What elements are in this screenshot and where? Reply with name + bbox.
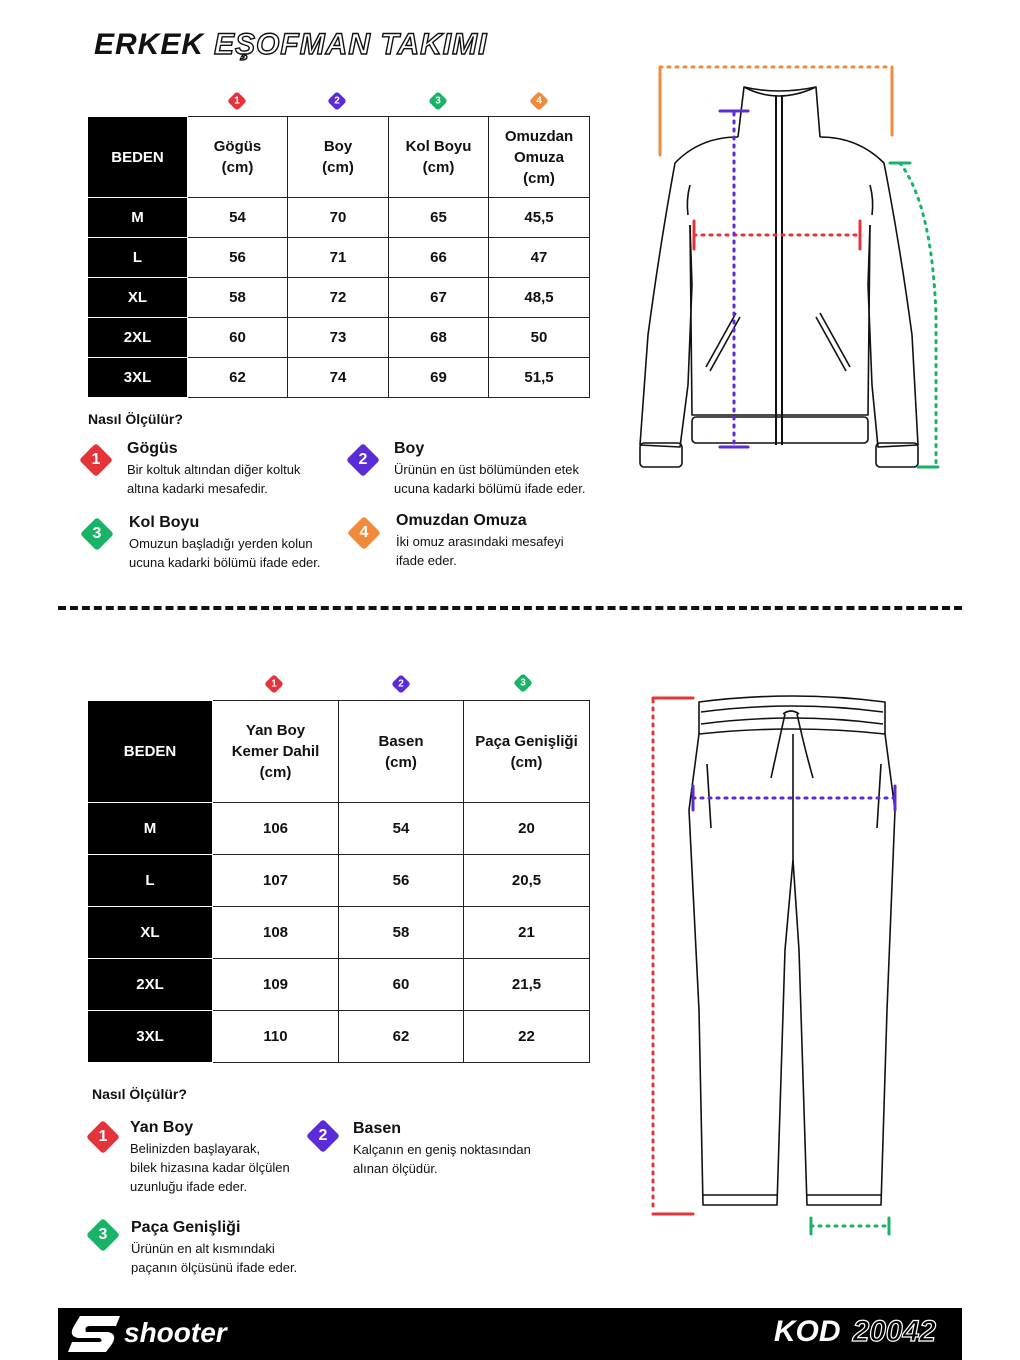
table-cell: 62 (188, 358, 288, 398)
legend-desc: Kalçanın en geniş noktasından alınan ölçüdür. (353, 1142, 531, 1176)
table-row (88, 803, 590, 855)
pants-size-table (87, 700, 590, 1063)
title-bold: ERKEK (94, 28, 205, 61)
legend-gogus (127, 440, 387, 498)
table-cell: 106 (213, 803, 339, 855)
legend-title: Boy (394, 440, 425, 457)
table-cell: 74 (288, 358, 389, 398)
header-kol-boyu: Kol Boyu (cm) (389, 117, 489, 198)
size-label: 2XL (88, 959, 213, 1011)
size-label: L (88, 238, 188, 278)
legend-title: Yan Boy (130, 1119, 194, 1136)
table-cell: 20,5 (464, 855, 590, 907)
product-code (774, 1315, 936, 1349)
size-label: L (88, 855, 213, 907)
table-cell: 69 (389, 358, 489, 398)
legend-title: Kol Boyu (129, 514, 200, 531)
jacket-size-table (87, 116, 590, 398)
table-cell: 70 (288, 198, 389, 238)
header-omuzdan-omuza: Omuzdan Omuza (cm) (489, 117, 590, 198)
page-title (94, 28, 487, 62)
header-yan-boy: Yan Boy Kemer Dahil (cm) (213, 701, 339, 803)
table-cell: 20 (464, 803, 590, 855)
size-label: M (88, 803, 213, 855)
table-row (88, 278, 590, 318)
title-outline: EŞOFMAN TAKIMI (214, 28, 488, 61)
legend-title: Omuzdan Omuza (396, 512, 527, 529)
legend-desc: Bir koltuk altından diğer koltuk altına kadarki mesafedir. (127, 462, 301, 496)
kod-label: KOD (773, 1315, 841, 1348)
table-cell: 47 (489, 238, 590, 278)
legend-desc: Ürünün en üst bölümünden etek ucuna kadarki bölümü ifade eder. (394, 462, 586, 496)
legend-title: Basen (353, 1120, 402, 1137)
legend-paca-genisligi (131, 1219, 391, 1277)
table-cell: 58 (339, 907, 464, 959)
pants-illustration (645, 690, 905, 1240)
table-cell: 56 (339, 855, 464, 907)
table-row (88, 358, 590, 398)
legend-omuzdan-omuza (396, 512, 656, 570)
table-row (88, 318, 590, 358)
table-cell: 54 (339, 803, 464, 855)
table-cell: 65 (389, 198, 489, 238)
header-beden: BEDEN (88, 117, 188, 198)
table-cell: 51,5 (489, 358, 590, 398)
shooter-logo-icon (66, 1312, 122, 1356)
table-row (88, 1011, 590, 1063)
header-boy: Boy (cm) (288, 117, 389, 198)
legend-title: Gögüs (127, 440, 178, 457)
table-row (88, 855, 590, 907)
size-label: XL (88, 278, 188, 318)
table-row (88, 238, 590, 278)
table-cell: 68 (389, 318, 489, 358)
pants-howto-label: Nasıl Ölçülür? (92, 1086, 187, 1102)
table-header-row (88, 701, 590, 803)
table-cell: 72 (288, 278, 389, 318)
table-row (88, 198, 590, 238)
legend-yan-boy (130, 1119, 390, 1196)
table-cell: 21 (464, 907, 590, 959)
size-label: M (88, 198, 188, 238)
table-cell: 66 (389, 238, 489, 278)
size-label: XL (88, 907, 213, 959)
legend-desc: İki omuz arasındaki mesafeyi ifade eder. (396, 534, 564, 568)
table-cell: 50 (489, 318, 590, 358)
brand-name: shooter (124, 1317, 227, 1348)
table-cell: 71 (288, 238, 389, 278)
header-gogus: Gögüs (cm) (188, 117, 288, 198)
kod-value: 20042 (852, 1315, 936, 1348)
size-label: 2XL (88, 318, 188, 358)
table-cell: 56 (188, 238, 288, 278)
table-cell: 67 (389, 278, 489, 318)
legend-desc: Belinizden başlayarak, bilek hizasına kadar ölçülen uzunluğu ifade eder. (130, 1141, 290, 1194)
table-cell: 58 (188, 278, 288, 318)
legend-basen (353, 1120, 613, 1178)
table-cell: 73 (288, 318, 389, 358)
table-cell: 62 (339, 1011, 464, 1063)
legend-desc: Ürünün en alt kısmındaki paçanın ölçüsünü ifade eder. (131, 1241, 298, 1275)
table-cell: 22 (464, 1011, 590, 1063)
table-cell: 107 (213, 855, 339, 907)
legend-desc: Omuzun başladığı yerden kolun ucuna kadarki bölümü ifade eder. (129, 536, 321, 570)
legend-boy (394, 440, 654, 498)
jacket-howto-label: Nasıl Ölçülür? (88, 411, 183, 427)
legend-title: Paça Genişliği (131, 1219, 241, 1236)
jacket-illustration (620, 55, 950, 485)
table-cell: 60 (339, 959, 464, 1011)
section-divider (58, 606, 962, 610)
table-header-row (88, 117, 590, 198)
table-cell: 54 (188, 198, 288, 238)
table-cell: 110 (213, 1011, 339, 1063)
table-cell: 45,5 (489, 198, 590, 238)
header-paca-genisligi: Paça Genişliği (cm) (464, 701, 590, 803)
header-basen: Basen (cm) (339, 701, 464, 803)
size-label: 3XL (88, 1011, 213, 1063)
table-cell: 21,5 (464, 959, 590, 1011)
table-cell: 48,5 (489, 278, 590, 318)
legend-kol-boyu (129, 514, 389, 572)
table-row (88, 959, 590, 1011)
table-row (88, 907, 590, 959)
table-cell: 109 (213, 959, 339, 1011)
table-cell: 60 (188, 318, 288, 358)
header-beden: BEDEN (88, 701, 213, 803)
table-cell: 108 (213, 907, 339, 959)
size-label: 3XL (88, 358, 188, 398)
